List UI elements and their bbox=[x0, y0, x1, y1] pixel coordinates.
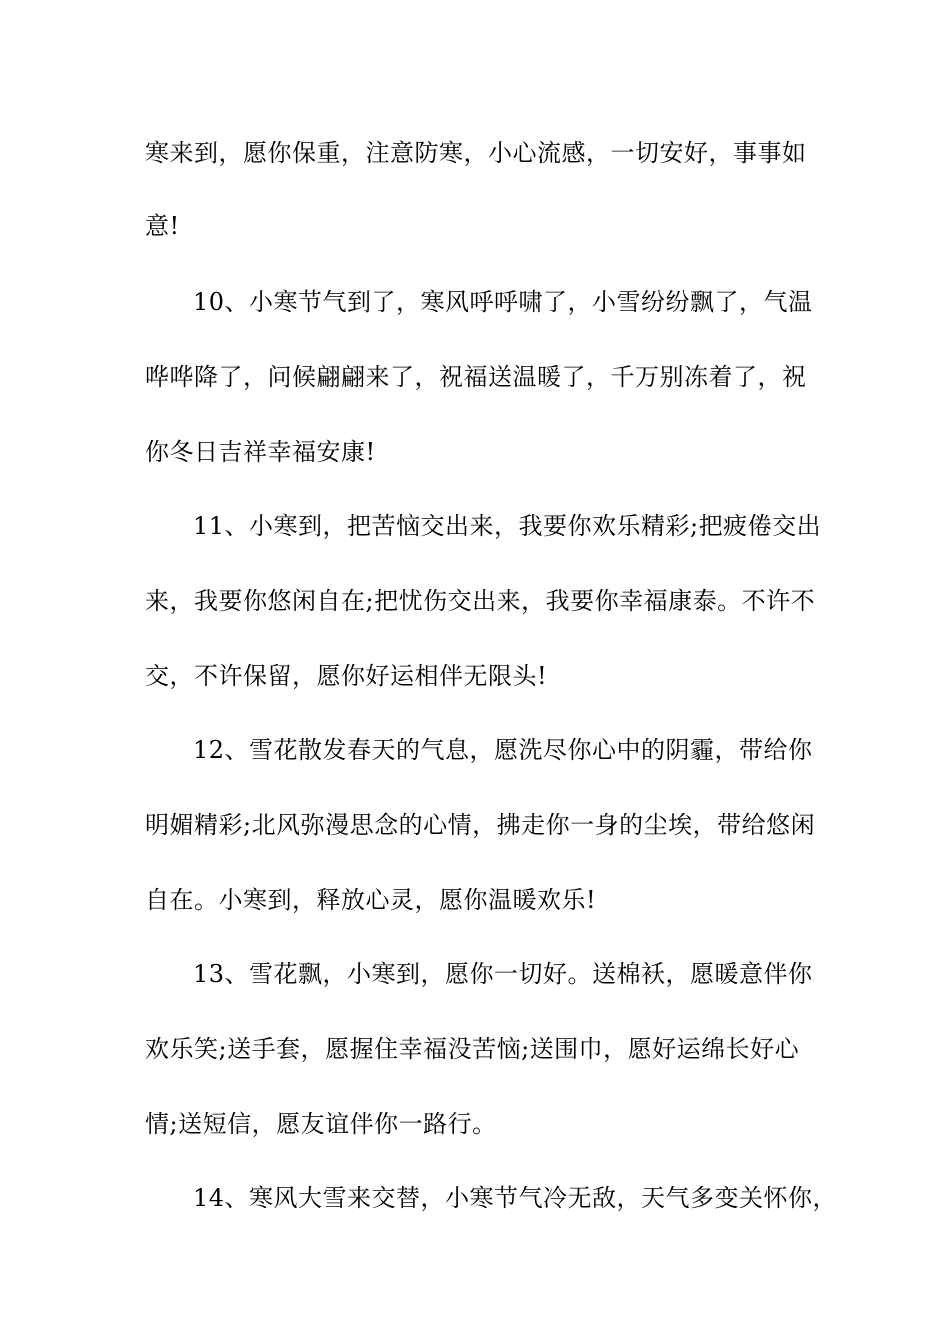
paragraph-14-line-1: 14、寒风大雪来交替，小寒节气冷无敌，天气多变关怀你， bbox=[193, 1184, 838, 1212]
paragraph-10-line-2: 哗哗降了，问候翩翩来了，祝福送温暖了，千万别冻着了，祝 bbox=[145, 363, 807, 391]
paragraph-11-line-3: 交，不许保留，愿你好运相伴无限头! bbox=[145, 662, 548, 690]
text-line-1: 寒来到，愿你保重，注意防寒，小心流感，一切安好，事事如 bbox=[145, 139, 807, 167]
paragraph-11-line-1: 11、小寒到，把苦恼交出来，我要你欢乐精彩;把疲倦交出 bbox=[193, 512, 822, 540]
paragraph-13-line-2: 欢乐笑;送手套，愿握住幸福没苦恼;送围巾，愿好运绵长好心 bbox=[145, 1035, 800, 1063]
paragraph-10-line-1: 10、小寒节气到了，寒风呼呼啸了，小雪纷纷飘了，气温 bbox=[193, 288, 813, 316]
paragraph-12-line-3: 自在。小寒到，释放心灵，愿你温暖欢乐! bbox=[145, 886, 597, 914]
paragraph-11-line-2: 来，我要你悠闲自在;把忧伤交出来，我要你幸福康泰。不许不 bbox=[145, 587, 816, 615]
text-line-2: 意! bbox=[145, 212, 180, 240]
paragraph-13-line-1: 13、雪花飘，小寒到，愿你一切好。送棉袄，愿暖意伴你 bbox=[193, 960, 813, 988]
paragraph-12-line-2: 明媚精彩;北风弥漫思念的心情，拂走你一身的尘埃，带给悠闲 bbox=[145, 811, 816, 839]
paragraph-10-line-3: 你冬日吉祥幸福安康! bbox=[145, 438, 376, 466]
paragraph-13-line-3: 情;送短信，愿友谊伴你一路行。 bbox=[145, 1110, 497, 1138]
paragraph-12-line-1: 12、雪花散发春天的气息，愿洗尽你心中的阴霾，带给你 bbox=[193, 736, 813, 764]
